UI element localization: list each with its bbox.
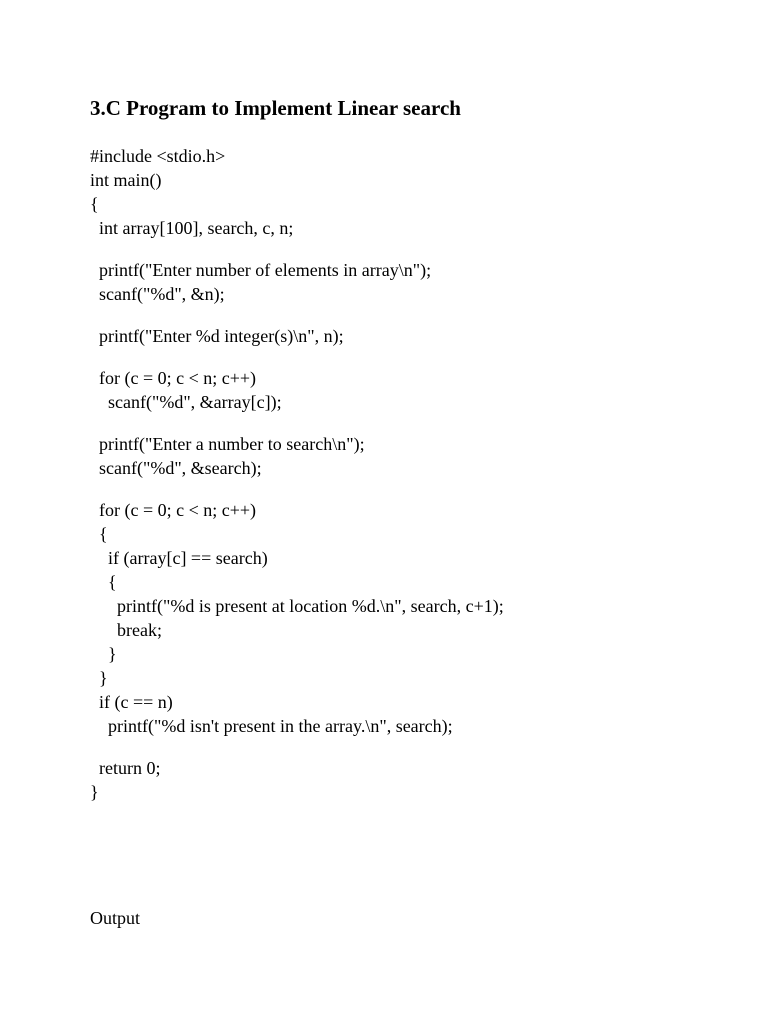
- code-line: int main(): [90, 170, 162, 190]
- code-line: }: [90, 782, 99, 802]
- code-line: #include <stdio.h>: [90, 146, 226, 166]
- code-line: printf("Enter a number to search\n");: [90, 434, 365, 454]
- code-line: scanf("%d", &array[c]);: [90, 392, 282, 412]
- code-line: scanf("%d", &search);: [90, 458, 262, 478]
- code-line: printf("Enter %d integer(s)\n", n);: [90, 326, 344, 346]
- code-line: if (array[c] == search): [90, 548, 268, 568]
- code-line: {: [90, 572, 117, 592]
- code-line: int array[100], search, c, n;: [90, 218, 294, 238]
- output-heading: Output: [90, 908, 141, 928]
- code-line: printf("Enter number of elements in array\n");: [90, 260, 432, 280]
- page-title: 3.C Program to Implement Linear search: [90, 96, 461, 120]
- code-line: for (c = 0; c < n; c++): [90, 368, 257, 388]
- code-line: {: [90, 194, 99, 214]
- code-listing: [90, 0, 750, 1024]
- code-line: if (c == n): [90, 692, 173, 712]
- code-line: scanf("%d", &n);: [90, 284, 225, 304]
- code-line: }: [90, 644, 117, 664]
- code-line: {: [90, 524, 108, 544]
- code-line: printf("%d isn't present in the array.\n", search);: [90, 716, 453, 736]
- code-line: printf("%d is present at location %d.\n", search, c+1);: [90, 596, 504, 616]
- code-line: return 0;: [90, 758, 161, 778]
- code-line: for (c = 0; c < n; c++): [90, 500, 257, 520]
- code-line: break;: [90, 620, 162, 640]
- code-line: }: [90, 668, 108, 688]
